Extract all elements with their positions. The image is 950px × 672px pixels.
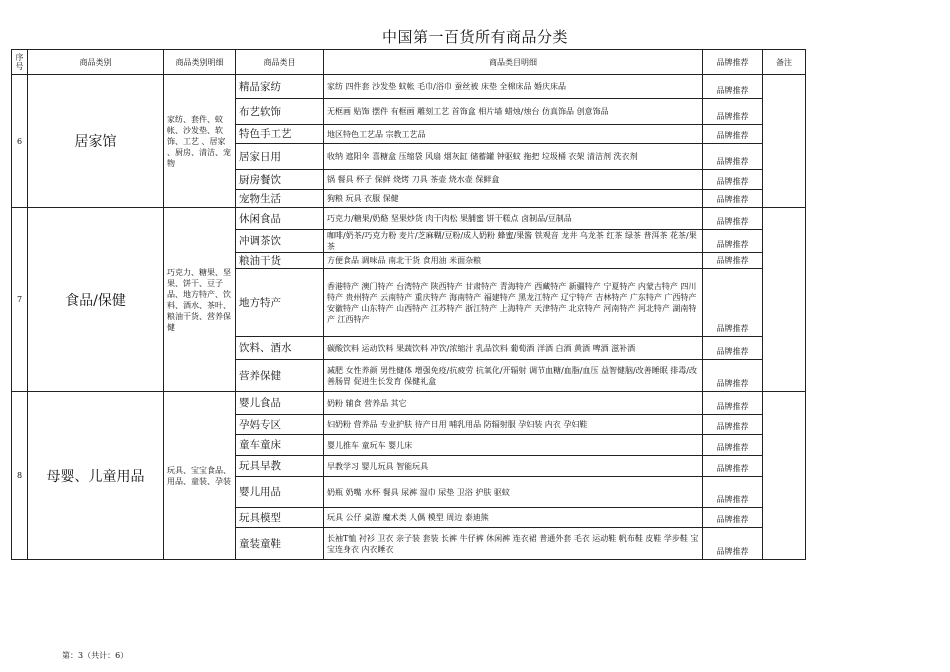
header-seq: 序号 xyxy=(12,50,28,75)
table-row xyxy=(12,75,806,99)
subcategory-cell: 布艺软饰 xyxy=(236,99,324,125)
subcategory-detail-cell: 无框画 贴饰 摆件 有框画 雕刻工艺 首饰盒 相片墙 蜡烛/烛台 仿真饰品 创意饰品 xyxy=(324,99,703,125)
brand-cell: 品牌推荐 xyxy=(703,253,763,269)
subcategory-cell: 冲调茶饮 xyxy=(236,230,324,253)
brand-cell: 品牌推荐 xyxy=(703,528,763,560)
header-row xyxy=(12,50,806,75)
subcategory-cell: 精品家纺 xyxy=(236,75,324,99)
subcategory-cell: 粮油干货 xyxy=(236,253,324,269)
group-category-detail: 玩具、宝宝食品、用品、童装、孕装 xyxy=(164,392,236,560)
subcategory-detail-cell: 早教学习 婴儿玩具 智能玩具 xyxy=(324,456,703,477)
header-brand: 品牌推荐 xyxy=(703,50,763,75)
group-seq: 7 xyxy=(12,208,28,392)
brand-cell: 品牌推荐 xyxy=(703,360,763,392)
subcategory-cell: 休闲食品 xyxy=(236,208,324,230)
subcategory-detail-cell: 咖啡/奶茶/巧克力粉 麦片/芝麻糊/豆粉/成人奶粉 蜂蜜/果酱 铁观音 龙井 乌龙茶 红茶 绿茶 普洱茶 花茶/果茶 xyxy=(324,230,703,253)
subcategory-cell: 厨房餐饮 xyxy=(236,170,324,190)
subcategory-detail-cell: 奶粉 辅食 营养品 其它 xyxy=(324,392,703,415)
page-footer: 第：3（共计：6） xyxy=(62,651,129,660)
group-category: 食品/保健 xyxy=(28,208,164,392)
brand-cell: 品牌推荐 xyxy=(703,125,763,144)
subcategory-detail-cell: 香港特产 澳门特产 台湾特产 陕西特产 甘肃特产 青海特产 西藏特产 新疆特产 宁夏特产 内蒙古特产 四川特产 贵州特产 云南特产 重庆特产 海南特产 福建特产 黑龙江特产 辽宁特产 吉林特产 广东特产 广西特产 安徽特产 山东特产 山西特产 江苏特产 浙江特产 上海特产 天津特产 北京特产 河南特产 河北特产 湖南特产 江西特产 xyxy=(324,269,703,337)
brand-cell: 品牌推荐 xyxy=(703,99,763,125)
table-row xyxy=(12,208,806,230)
subcategory-detail-cell: 地区特色工艺品 宗教工艺品 xyxy=(324,125,703,144)
note-cell xyxy=(763,75,806,208)
subcategory-detail-cell: 玩具 公仔 桌游 魔术类 人偶 模型 周边 泰迪熊 xyxy=(324,508,703,528)
brand-cell: 品牌推荐 xyxy=(703,170,763,190)
brand-cell: 品牌推荐 xyxy=(703,144,763,170)
subcategory-detail-cell: 方便食品 调味品 南北干货 食用油 米面杂粮 xyxy=(324,253,703,269)
subcategory-cell: 居家日用 xyxy=(236,144,324,170)
header-note: 备注 xyxy=(763,50,806,75)
brand-cell: 品牌推荐 xyxy=(703,208,763,230)
brand-cell: 品牌推荐 xyxy=(703,75,763,99)
subcategory-detail-cell: 妇奶粉 营养品 专业护肤 待产日用 哺乳用品 防辐射服 孕妇装 内衣 孕妇鞋 xyxy=(324,415,703,435)
page-title: 中国第一百货所有商品分类 xyxy=(381,28,568,46)
subcategory-detail-cell: 碳酸饮料 运动饮料 果蔬饮料 冲饮/浓缩汁 乳品饮料 葡萄酒 洋酒 白酒 黄酒 啤酒 滋补酒 xyxy=(324,337,703,360)
brand-cell: 品牌推荐 xyxy=(703,415,763,435)
group-category: 母婴、儿童用品 xyxy=(28,392,164,560)
subcategory-cell: 宠物生活 xyxy=(236,190,324,208)
brand-cell: 品牌推荐 xyxy=(703,456,763,477)
group-seq: 8 xyxy=(12,392,28,560)
subcategory-detail-cell: 婴儿推车 童玩车 婴儿床 xyxy=(324,435,703,456)
subcategory-detail-cell: 狗粮 玩具 衣服 保健 xyxy=(324,190,703,208)
header-subcategory: 商品类目 xyxy=(236,50,324,75)
subcategory-detail-cell: 长袖T恤 衬衫 卫衣 亲子装 套装 长裤 牛仔裤 休闲裤 连衣裙 普通外套 毛衣 运动鞋 帆布鞋 皮鞋 学步鞋 宝宝连身衣 内衣睡衣 xyxy=(324,528,703,560)
subcategory-detail-cell: 收纳 遮阳伞 喜糖盒 压缩袋 风扇 烟灰缸 储蓄罐 钟驱蚊 拖把 垃圾桶 衣架 清洁剂 洗衣剂 xyxy=(324,144,703,170)
header-category-detail: 商品类别明细 xyxy=(164,50,236,75)
subcategory-cell: 特色手工艺 xyxy=(236,125,324,144)
table-row xyxy=(12,392,806,415)
brand-cell: 品牌推荐 xyxy=(703,190,763,208)
subcategory-detail-cell: 减肥 女性养颜 男性健体 增强免疫/抗疲劳 抗氧化/开辐射 调节血糖/血脂/血压 益智健脑/改善睡眠 排毒/改善肠胃 促进生长发育 保健礼盒 xyxy=(324,360,703,392)
header-subcategory-detail: 商品类目明细 xyxy=(324,50,703,75)
category-table xyxy=(11,49,806,560)
brand-cell: 品牌推荐 xyxy=(703,269,763,337)
group-seq: 6 xyxy=(12,75,28,208)
brand-cell: 品牌推荐 xyxy=(703,477,763,508)
subcategory-cell: 童装童鞋 xyxy=(236,528,324,560)
subcategory-cell: 地方特产 xyxy=(236,269,324,337)
group-category: 居家馆 xyxy=(28,75,164,208)
subcategory-cell: 婴儿食品 xyxy=(236,392,324,415)
group-category-detail: 巧克力、糖果、坚果、饼干、豆子品、地方特产、饮料、酒水、茶叶、粮油干货、营养保健 xyxy=(164,208,236,392)
subcategory-cell: 玩具模型 xyxy=(236,508,324,528)
subcategory-detail-cell: 锅 餐具 杯子 保鲜 烧烤 刀具 茶壶 烧水壶 保鲜盒 xyxy=(324,170,703,190)
subcategory-cell: 童车童床 xyxy=(236,435,324,456)
header-category: 商品类别 xyxy=(28,50,164,75)
group-category-detail: 家纺、套件、蚊帐、沙发垫、软饰、工艺 、居家 、厨房、清洁、宠物 xyxy=(164,75,236,208)
subcategory-cell: 孕妈专区 xyxy=(236,415,324,435)
brand-cell: 品牌推荐 xyxy=(703,435,763,456)
brand-cell: 品牌推荐 xyxy=(703,337,763,360)
subcategory-cell: 婴儿用品 xyxy=(236,477,324,508)
subcategory-cell: 玩具早教 xyxy=(236,456,324,477)
subcategory-detail-cell: 奶瓶 奶嘴 水杯 餐具 尿裤 湿巾 尿垫 卫浴 护肤 驱蚊 xyxy=(324,477,703,508)
note-cell xyxy=(763,392,806,560)
subcategory-detail-cell: 家纺 四件套 沙发垫 蚊帐 毛巾/浴巾 蚕丝被 床垫 全棉床品 婚庆床品 xyxy=(324,75,703,99)
subcategory-detail-cell: 巧克力/糖果/奶酪 坚果炒货 肉干肉松 果脯蜜 饼干糕点 卤制品/豆制品 xyxy=(324,208,703,230)
subcategory-cell: 营养保健 xyxy=(236,360,324,392)
subcategory-cell: 饮料、酒水 xyxy=(236,337,324,360)
brand-cell: 品牌推荐 xyxy=(703,230,763,253)
note-cell xyxy=(763,208,806,392)
brand-cell: 品牌推荐 xyxy=(703,392,763,415)
brand-cell: 品牌推荐 xyxy=(703,508,763,528)
